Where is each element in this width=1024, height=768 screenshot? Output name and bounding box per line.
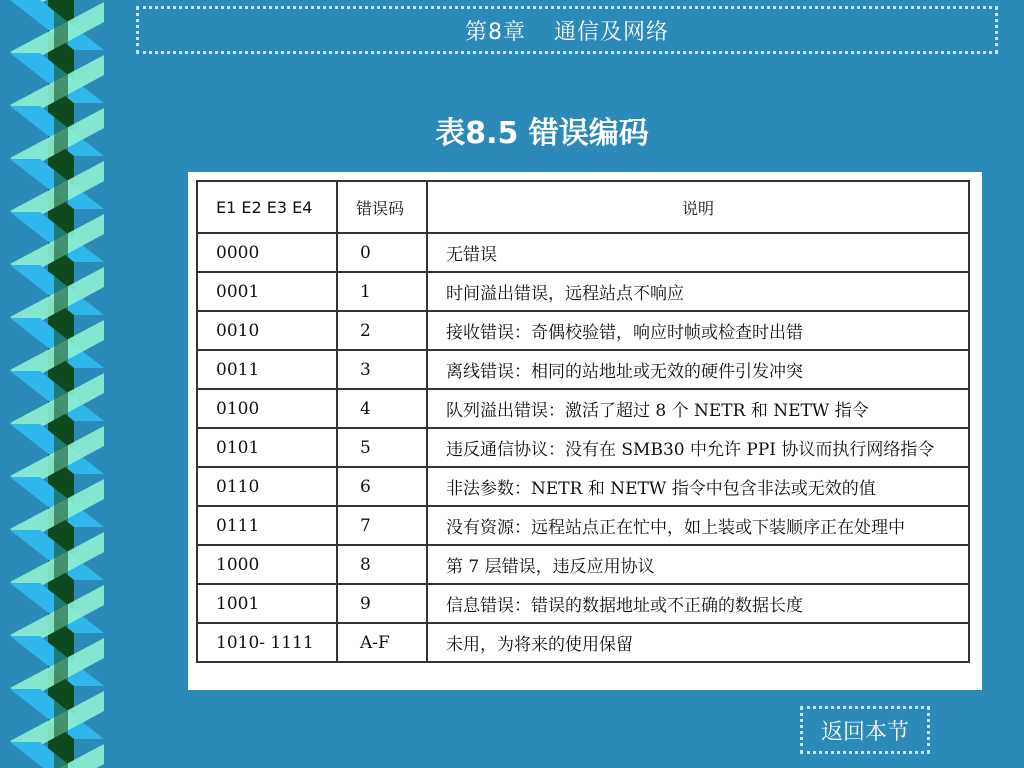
- cell-code: 6: [337, 467, 427, 506]
- header-code: 错误码: [337, 181, 427, 233]
- cell-code: 0: [337, 233, 427, 272]
- cell-code: 7: [337, 506, 427, 545]
- cell-code: 8: [337, 545, 427, 584]
- chapter-number: 第8章: [464, 19, 526, 45]
- table-row: [197, 467, 969, 506]
- cell-description: 队列溢出错误：激活了超过 8 个 NETR 和 NETW 指令: [427, 389, 969, 428]
- table-row: [197, 272, 969, 311]
- cell-description: 离线错误：相同的站地址或无效的硬件引发冲突: [427, 350, 969, 389]
- cell-description: 信息错误：错误的数据地址或不正确的数据长度: [427, 584, 969, 623]
- cell-bits: 0100: [197, 389, 337, 428]
- cell-description: 第 7 层错误，违反应用协议: [427, 545, 969, 584]
- cell-description: 时间溢出错误，远程站点不响应: [427, 272, 969, 311]
- table-row: [197, 506, 969, 545]
- cell-code: 4: [337, 389, 427, 428]
- cell-description: 未用，为将来的使用保留: [427, 623, 969, 662]
- cell-description: 接收错误：奇偶校验错，响应时帧或检查时出错: [427, 311, 969, 350]
- cell-bits: 1001: [197, 584, 337, 623]
- cell-code: A-F: [337, 623, 427, 662]
- cell-bits: 0010: [197, 311, 337, 350]
- header-bits: E1 E2 E3 E4: [197, 181, 337, 233]
- cell-code: 9: [337, 584, 427, 623]
- cell-bits: 0111: [197, 506, 337, 545]
- cell-code: 1: [337, 272, 427, 311]
- table-row: [197, 311, 969, 350]
- cell-code: 5: [337, 428, 427, 467]
- table-row: [197, 428, 969, 467]
- table-row: [197, 584, 969, 623]
- cell-bits: 0000: [197, 233, 337, 272]
- cell-bits: 1000: [197, 545, 337, 584]
- cell-bits: 1010- 1111: [197, 623, 337, 662]
- table-row: [197, 389, 969, 428]
- table-row: [197, 350, 969, 389]
- header-description: 说明: [427, 181, 969, 233]
- cell-description: 违反通信协议：没有在 SMB30 中允许 PPI 协议而执行网络指令: [427, 428, 969, 467]
- table-panel: [188, 172, 982, 690]
- error-code-table: [196, 180, 970, 663]
- cell-bits: 0110: [197, 467, 337, 506]
- cell-description: 非法参数：NETR 和 NETW 指令中包含非法或无效的值: [427, 467, 969, 506]
- table-row: [197, 233, 969, 272]
- cell-bits: 0011: [197, 350, 337, 389]
- table-row: [197, 545, 969, 584]
- chapter-header: [136, 6, 998, 54]
- cell-bits: 0101: [197, 428, 337, 467]
- table-row: [197, 623, 969, 662]
- cell-bits: 0001: [197, 272, 337, 311]
- cell-code: 2: [337, 311, 427, 350]
- slide-title: 表8.5 错误编码: [435, 116, 649, 151]
- cell-code: 3: [337, 350, 427, 389]
- chapter-title: 通信及网络: [553, 19, 669, 45]
- return-to-section-button[interactable]: 返回本节: [800, 706, 930, 754]
- cell-description: 没有资源：远程站点正在忙中，如上装或下装顺序正在处理中: [427, 506, 969, 545]
- cell-description: 无错误: [427, 233, 969, 272]
- table-header-row: [197, 181, 969, 233]
